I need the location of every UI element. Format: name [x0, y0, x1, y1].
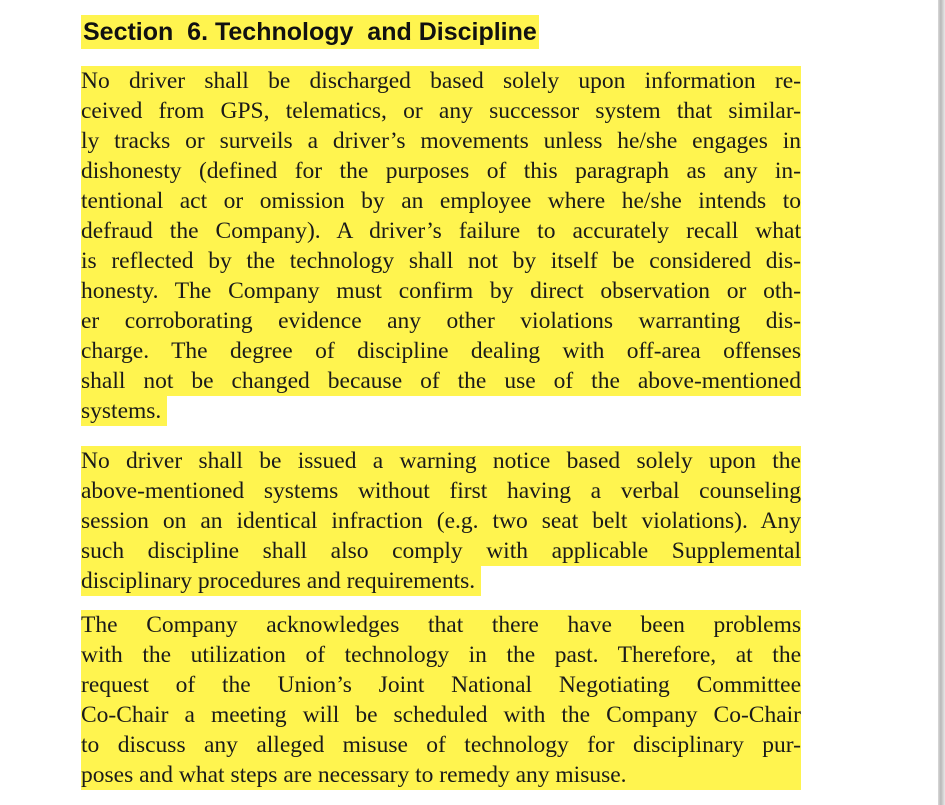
section-heading: Section 6. Technology and Discipline [81, 15, 539, 49]
text-line: with the utilization of technology in the past. Therefore, at the [81, 642, 801, 668]
text-line: No driver shall be discharged based solely upon information re- [81, 68, 801, 94]
text-line: to discuss any alleged misuse of technology for disciplinary pur- [81, 732, 801, 758]
paragraph-gps-discharge [81, 66, 801, 426]
text-line: charge. The degree of discipline dealing with off-area offenses [81, 338, 801, 364]
text-line: honesty. The Company must confirm by direct observation or oth- [81, 278, 801, 304]
text-line: shall not be changed because of the use of the above-mentioned [81, 368, 801, 394]
paragraph-warning-notice [81, 446, 801, 596]
text-line: No driver shall be issued a warning notice based solely upon the [81, 448, 801, 474]
text-line: poses and what steps are necessary to remedy any misuse. [81, 760, 801, 790]
paragraph-technology-problems [81, 610, 801, 790]
text-line: Co-Chair a meeting will be scheduled with the Company Co-Chair [81, 702, 801, 728]
text-line: tentional act or omission by an employee where he/she intends to [81, 188, 801, 214]
text-line: request of the Union’s Joint National Negotiating Committee [81, 672, 801, 698]
text-line: er corroborating evidence any other violations warranting dis- [81, 308, 801, 334]
text-line: above-mentioned systems without first having a verbal counseling [81, 478, 801, 504]
text-line: is reflected by the technology shall not by itself be considered dis- [81, 248, 801, 274]
text-line: such discipline shall also comply with applicable Supplemental [81, 538, 801, 564]
text-line: disciplinary procedures and requirements. [81, 566, 481, 596]
text-line: ly tracks or surveils a driver’s movements unless he/she engages in [81, 128, 801, 154]
text-line: ceived from GPS, telematics, or any successor system that similar- [81, 98, 801, 124]
text-line: defraud the Company). A driver’s failure to accurately recall what [81, 218, 801, 244]
text-line: session on an identical infraction (e.g. two seat belt violations). Any [81, 508, 801, 534]
text-line: systems. [81, 396, 167, 426]
text-line: dishonesty (defined for the purposes of this paragraph as any in- [81, 158, 801, 184]
page-edge [938, 0, 945, 805]
text-line: The Company acknowledges that there have been problems [81, 612, 801, 638]
